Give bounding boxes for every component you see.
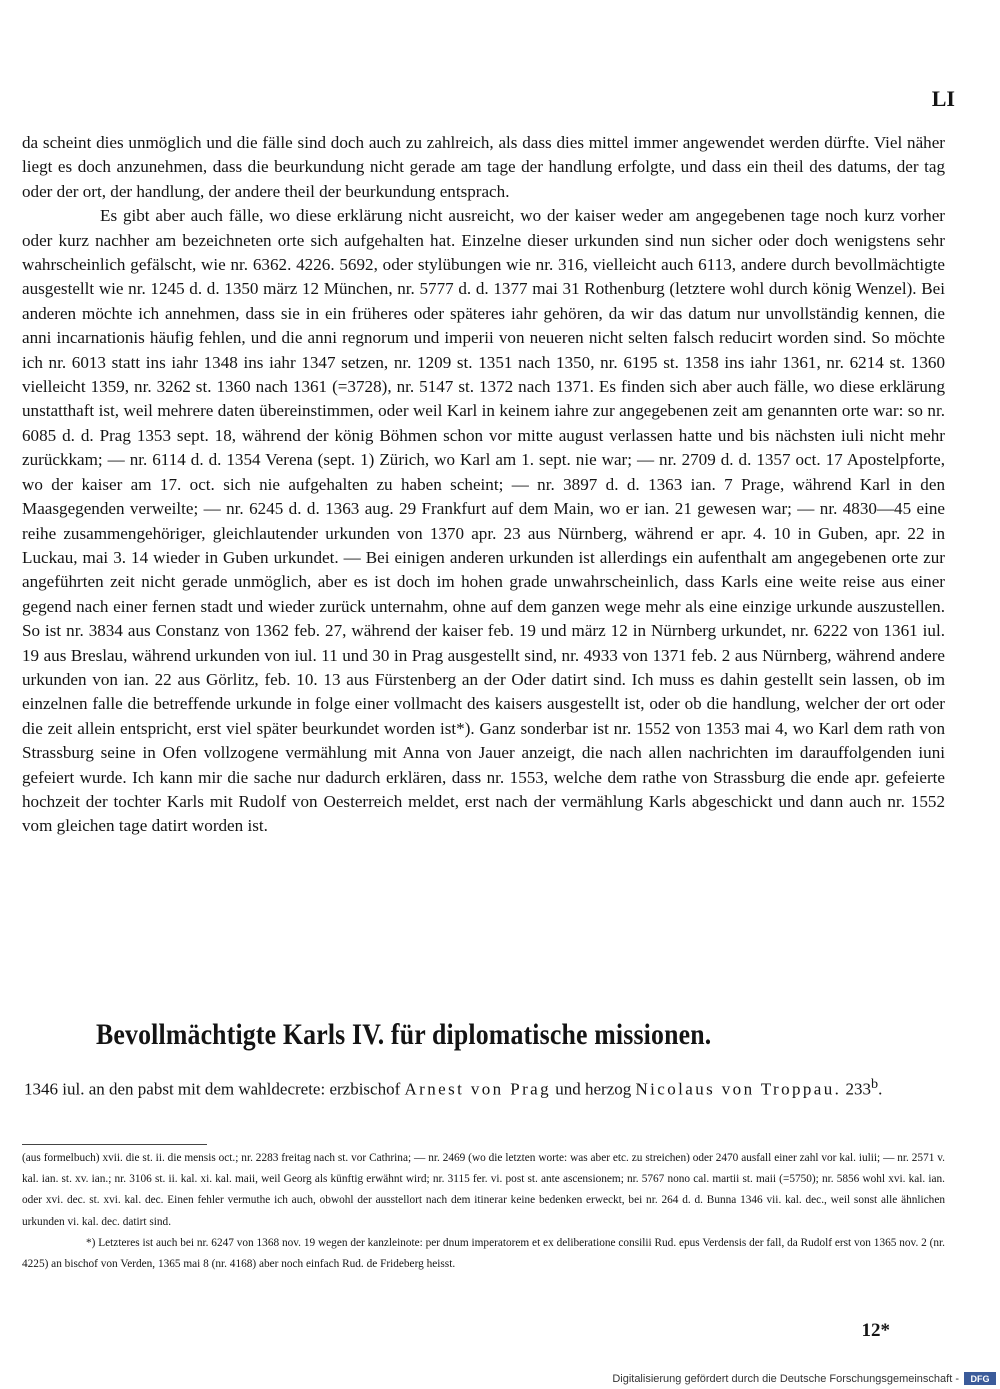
footnotes (22, 1148, 945, 1275)
register-entry (24, 1072, 944, 1102)
entry-middle: und herzog (550, 1079, 636, 1099)
entry-person-name: Arnest von Prag (404, 1079, 551, 1099)
body-text (22, 131, 945, 839)
footnote: *) Letzteres ist auch bei nr. 6247 von 1368 nov. 19 wegen der kanzleinote: per dnum imperatorem et ex deliberatione consilii Rud. epus Verdensis der fall, da Rudolf erst von 1365 nov. 2 (nr. 4225) an bischof von Verden, 1365 mai 8 (nr. 4168) aber noch einfach Rud. de Frideberg heisst. (22, 1236, 945, 1271)
footnote: (aus formelbuch) xvii. die st. ii. die mensis oct.; nr. 2283 freitag nach st. vor Cathrina; — nr. 2469 (wo die letzten worte: was aber etc. zu streichen) oder 2470 ausfall einer zahl vor kal. iulii; — nr. 2571 v. kal. ian. st. xv. ian.; nr. 3106 st. ii. kal. xi. kal. maii, weil Georg als künftig erwähnt wird; nr. 3115 fer. vi. post st. ante ascensionem; nr. 5767 nono cal. martii st. maii (=5750); nr. 5856 wohl xvi. kal. ian. oder xvi. dec. st. xvi. kal. dec. Einen fehler vermuthe ich auch, obwohl der ausstellort nach dem itinerar keine bedenken erweckt, bei nr. 264 d. d. Bunna 1346 vii. kal. dec., weil sonst alle ähnlichen urkunden vi. kal. dec. datirt sind. (22, 1152, 945, 1228)
dfg-credit-text: Digitalisierung gefördert durch die Deutsche Forschungsgemeinschaft - (612, 1372, 959, 1385)
entry-lead: 1346 iul. an den pabst mit dem wahldecrete: erzbischof (24, 1079, 405, 1099)
entry-reference: 233 (841, 1079, 872, 1099)
entry-person-name: Nicolaus von Troppau. (635, 1079, 842, 1099)
entry-reference-end: . (878, 1079, 883, 1099)
dfg-logo-icon: DFG (964, 1372, 996, 1385)
section-heading: Bevollmächtigte Karls IV. für diplomatische missionen. (96, 1018, 712, 1051)
paragraph: da scheint dies unmöglich und die fälle sind doch auch zu zahlreich, als dass dies mittel immer angewendet werden dürfte. Viel näher liegt es doch anzunehmen, dass die beurkundung nicht gerade am tage der handlung erfolgte, und dass ein theil des datums, der tag oder der ort, der handlung, der andere theil der beurkundung entsprach. (22, 133, 945, 201)
dfg-footer (604, 1368, 1000, 1389)
signature-mark: 12* (861, 1320, 890, 1341)
paragraph: Es gibt aber auch fälle, wo diese erklärung nicht ausreicht, wo der kaiser weder am angegebenen tage noch kurz vorher oder kurz nachher am bezeichneten orte sich aufgehalten hat. Einzelne dieser urkunden sind nun sicher oder doch wenigstens sehr wahrscheinlich gefälscht, wie nr. 6362. 4226. 5692, oder stylübungen wie nr. 316, vielleicht auch 6113, andere durch bevollmächtigte ausgestellt wie nr. 1245 d. d. 1350 märz 12 München, nr. 5777 d. d. 1377 mai 31 Rothenburg (letztere wohl durch könig Wenzel). Bei anderen möchte ich annehmen, dass sie in ein früheres oder späteres iahr gehören, da wir das datum nur unvollständig kennen, die anni incarnationis häufig fehlen, und die anni regnorum und imperii von neueren nicht selten falsch reducirt worden sind. So möchte ich nr. 6013 statt ins iahr 1348 ins iahr 1347 setzen, nr. 1209 st. 1351 nach 1350, nr. 6195 st. 1358 ins iahr 1361, nr. 6214 st. 1360 vielleicht 1359, nr. 3262 st. 1360 nach 1361 (=3728), nr. 5147 st. 1372 nach 1371. Es finden sich aber auch fälle, wo diese erklärung unstatthaft ist, weil mehrere daten übereinstimmen, oder weil Karl in keinem iahre zur angegebenen zeit am genannten orte war: so nr. 6085 d. d. Prag 1353 sept. 18, während der könig Böhmen schon vor mitte august verlassen hatte und bis nächsten iuli nicht mehr zurückkam; — nr. 6114 d. d. 1354 Verena (sept. 1) Zürich, wo Karl am 1. sept. nie war; — nr. 2709 d. d. 1357 oct. 17 Apostelpforte, wo der kaiser am 17. oct. sich nie aufgehalten zu haben scheint; — nr. 3897 d. d. 1363 ian. 7 Prage, während Karl in den Maasgegenden verweilte; — nr. 6245 d. d. 1363 aug. 29 Frankfurt auf dem Main, wo er ian. 21 gewesen war; — nr. 4830—45 eine reihe zusammengehöriger, gleichlautender urkunden von 1370 apr. 23 aus Nürnberg, während er apr. 4. 10 in Guben, apr. 22 in Luckau, mai 3. 14 wieder in Guben urkundet. — Bei einigen anderen urkunden ist allerdings ein aufenthalt am angegebenen orte zur angeführten zeit nicht gerade unmöglich, aber es ist doch im hohen grade unwahrscheinlich, dass Karls eine weite reise aus einer gegend nach einer fernen stadt und wieder zurück unternahm, ohne auf dem ganzen wege mehr als eine einzige urkunde auszustellen. So ist nr. 3834 aus Constanz von 1362 feb. 27, während der kaiser feb. 19 und märz 12 in Nürnberg urkundet, nr. 6222 von 1361 iul. 19 aus Breslau, während urkunden von iul. 11 und 30 in Prag ausgestellt sind, nr. 4933 von 1371 feb. 2 aus Nürnberg, während andere urkunden von ian. 22 aus Görlitz, feb. 10. 13 aus Fürstenberg an der Oder datirt sind. Ich muss es dahin gestellt sein lassen, ob im einzelnen falle die betreffende urkunde in folge einer vollmacht des kaisers ausgestellt ist, oder ob die handlung, welcher der ort oder die zeit allein entspricht, erst viel später beurkundet worden ist*). Ganz sonderbar ist nr. 1552 von 1353 mai 4, wo Karl dem rath von Strassburg seine in Ofen vollzogene vermählung mit Anna von Jauer anzeigt, die nach allen nachrichten im darauffolgenden iuni gefeiert wurde. Ich kann mir die sache nur dadurch erklären, dass nr. 1553, welche dem rathe von Strassburg die ende apr. gefeierte hochzeit der tochter Karls mit Rudolf von Oesterreich meldet, erst nach der vermählung Karls abgeschickt und dann auch nr. 1552 vom gleichen tage datirt worden ist. (22, 206, 945, 836)
footnote-divider (22, 1144, 207, 1145)
page-number: LI (931, 86, 955, 111)
entry-reference-superscript: b (871, 1076, 879, 1092)
